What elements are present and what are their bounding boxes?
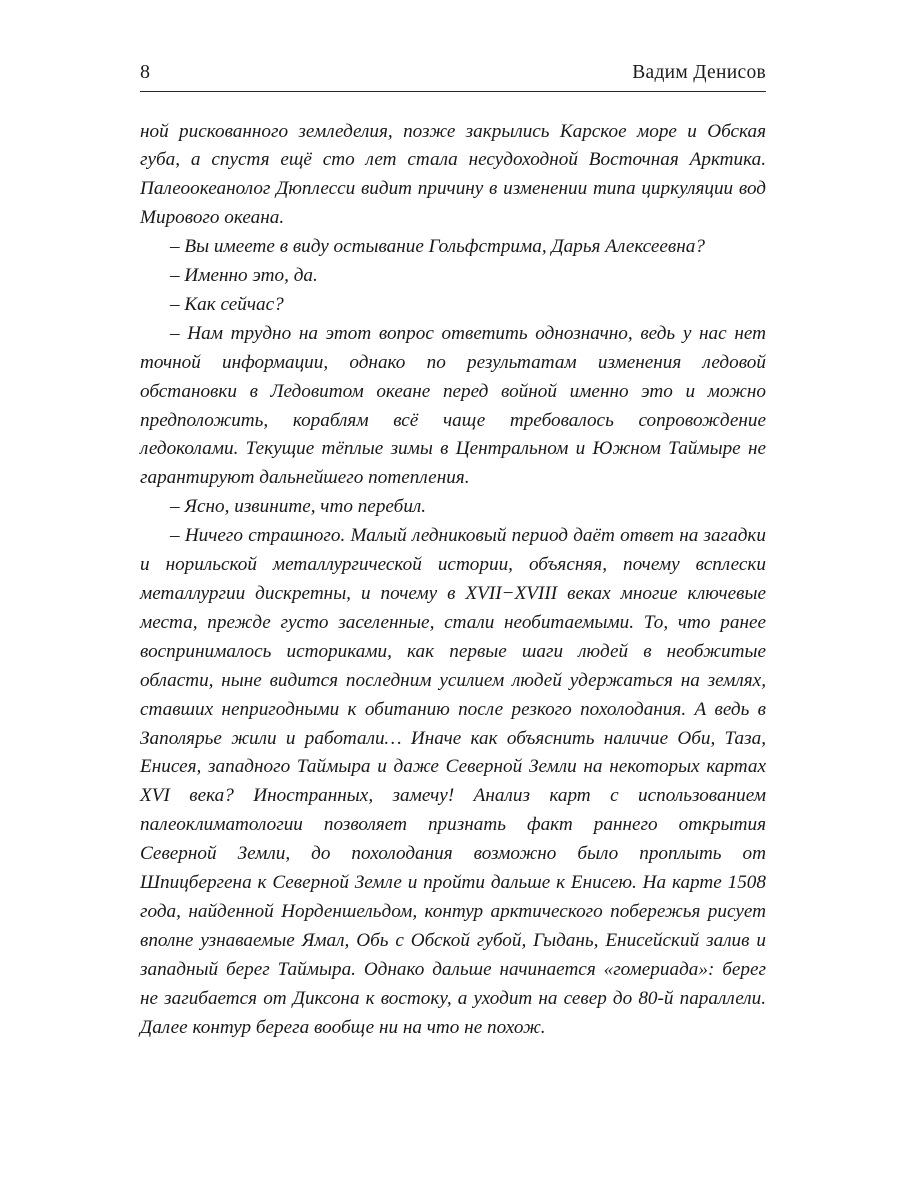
body-text [140, 118, 766, 1043]
body-paragraph: – Именно это, да. [170, 265, 318, 287]
page-number: 8 [140, 61, 151, 83]
body-paragraph: – Как сейчас? [170, 293, 284, 315]
header-rule [140, 91, 766, 92]
body-paragraph: – Нам трудно на этот вопрос ответить однозначно, ведь у нас нет точной информации, однако по результатам изменения ледовой обстановки в Ледовитом океане перед войной именно это и можно предположить, кораблям всё чаще требовалось сопровождение ледоколами. Текущие тёплые зимы в Центральном и Южном Таймыре не гарантируют дальнейшего потепления. [140, 322, 766, 489]
body-paragraph: – Ничего страшного. Малый ледниковый период даёт ответ на загадки и норильской металлургической истории, объясняя, почему всплески металлургии дискретны, и почему в XVII−XVIII веках многие ключевые места, прежде густо заселенные, стали необитаемыми. То, что ранее воспринималось историками, как первые шаги людей в необжитые области, ныне видится последним усилием людей удержаться на землях, ставших непригодными к обитанию после резкого похолодания. А ведь в Заполярье жили и работали… Иначе как объяснить наличие Оби, Таза, Енисея, западного Таймыра и даже Северной Земли на некоторых картах XVI века? Иностранных, замечу! Анализ карт с использованием палеоклиматологии позволяет признать факт раннего открытия Северной Земли, до похолодания возможно было проплыть от Шпицбергена к Северной Земле и пройти дальше к Енисею. На карте 1508 года, найденной Норденшельдом, контур арктического побережья рисует вполне узнаваемые Ямал, Обь с Обской губой, Гыдань, Енисейский залив и западный берег Таймыра. Однако дальше начинается «гомериада»: берег не загибается от Диксона к востоку, а уходит на север до 80-й параллели. Далее контур берега вообще ни на что не похож. [140, 525, 766, 1038]
body-paragraph: – Вы имеете в виду остывание Гольфстрима, Дарья Алексеевна? [170, 236, 705, 258]
body-paragraph: ной рискованного земледелия, позже закрылись Карское море и Обская губа, а спустя ещё сто лет стала несудоходной Восточная Арктика. Палеоокеанолог Дюплесси видит причину в изменении типа циркуляции вод Мирового океана. [140, 120, 766, 229]
author-name: Вадим Денисов [632, 62, 766, 83]
running-head [140, 62, 766, 91]
page-content-area [140, 62, 766, 1043]
body-paragraph: – Ясно, извините, что перебил. [170, 496, 427, 518]
